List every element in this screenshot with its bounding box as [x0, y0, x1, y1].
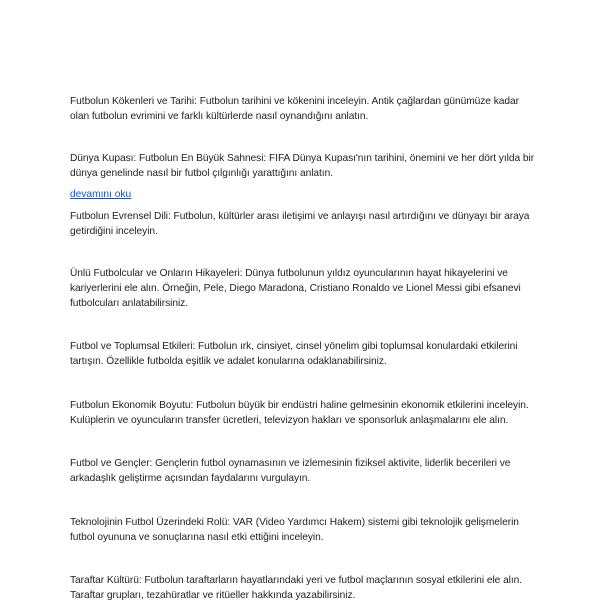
paragraph-famous-players: Ünlü Futbolcular ve Onların Hikayeleri: Dünya futbolunun yıldız oyuncularının hayat hikayelerini ve kariyerlerini ele alın. Örneğin, Pele, Diego Maradona, Cristiano Ronaldo ve Lionel Messi gibi efsanevi futbolcuları anlatabilirsiniz.: [70, 268, 521, 309]
paragraph-football-origins: Futbolun Kökenleri ve Tarihi: Futbolun tarihini ve kökenini inceleyin. Antik çağlardan günümüze kadar olan futbolun evrimini ve farklı kültürlerde nasıl oynandığını anlatın.: [70, 96, 519, 122]
paragraph-universal-language: Futbolun Evrensel Dili: Futbolun, kültürler arası iletişimi ve anlayışı nasıl artırdığını ve dünyayı bir araya getirdiğini inceleyin.: [70, 211, 530, 237]
paragraph-fan-culture: Taraftar Kültürü: Futbolun taraftarların hayatlarındaki yeri ve futbol maçlarının sosyal etkilerini ele alın. Taraftar grupları, tezahüratlar ve ritüeller hakkında yazabilirsiniz.: [70, 575, 523, 601]
paragraph-economic-dimension: Futbolun Ekonomik Boyutu: Futbolun büyük bir endüstri haline gelmesinin ekonomik etkilerini inceleyin. Kulüplerin ve oyuncuların transfer ücretleri, televizyon hakları ve sponsorluk anlaşmalarını ele alın.: [70, 400, 529, 426]
paragraph-social-effects: Futbol ve Toplumsal Etkileri: Futbolun ırk, cinsiyet, cinsel yönelim gibi toplumsal konulardaki etkilerini tartışın. Özellikle futbolda eşitlik ve adalet konularına odaklanabilirsiniz.: [70, 341, 518, 367]
read-more-link[interactable]: devamını oku: [70, 189, 132, 200]
paragraph-world-cup: Dünya Kupası: Futbolun En Büyük Sahnesi: FIFA Dünya Kupası'nın tarihini, önemini ve her dört yılda bir dünya genelinde nasıl bir futbol çılgınlığı yarattığını anlatın.: [70, 153, 535, 179]
paragraph-technology: Teknolojinin Futbol Üzerindeki Rolü: VAR (Video Yardımcı Hakem) sistemi gibi teknolojik gelişmelerin futbol oyununa ve sonuçlarına nasıl etki ettiğini inceleyin.: [70, 517, 519, 543]
paragraph-youth: Futbol ve Gençler: Gençlerin futbol oynamasının ve izlemesinin fiziksel aktivite, liderlik becerileri ve arkadaşlık geliştirme açısından faydalarını vurgulayın.: [70, 458, 511, 484]
